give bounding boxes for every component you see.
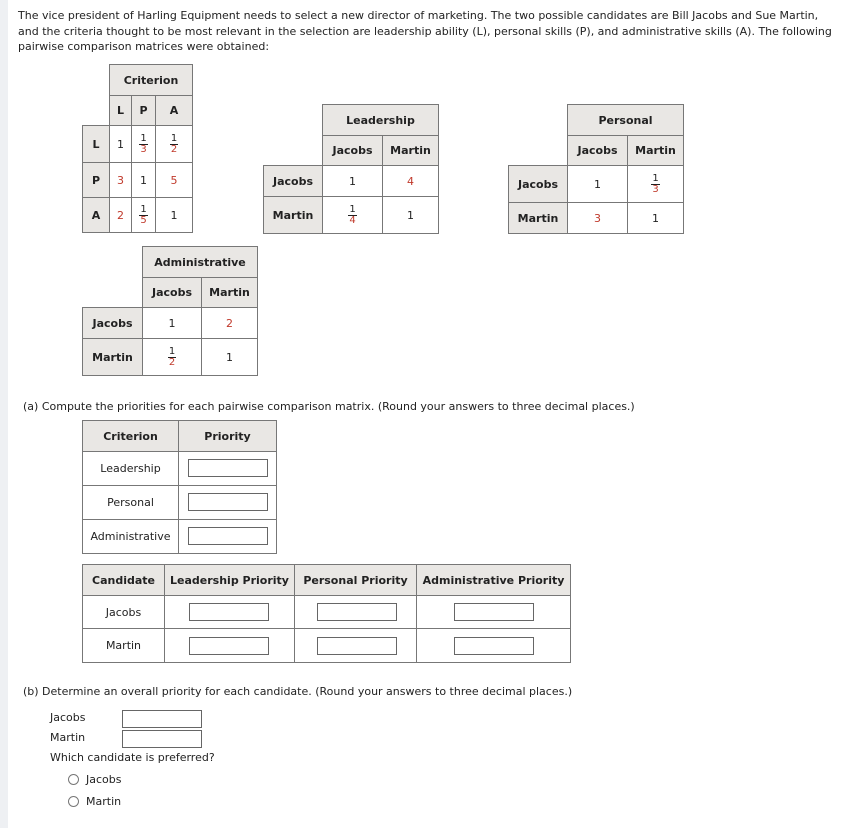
- criterion-personal-label: Personal: [82, 485, 179, 520]
- row-header-jacobs: Jacobs: [82, 307, 143, 339]
- table-header-leadership-priority: Leadership Priority: [164, 564, 295, 596]
- fraction: [139, 134, 147, 155]
- fraction-denominator: 3: [140, 143, 147, 155]
- col-header-jacobs: Jacobs: [567, 135, 628, 166]
- fraction-numerator: 1: [140, 132, 147, 144]
- col-header-a: A: [155, 95, 193, 126]
- matrix-cell: 1: [155, 197, 193, 233]
- fraction-numerator: 1: [170, 132, 178, 144]
- matrix-cell: 1: [322, 165, 383, 197]
- fraction-numerator: 1: [140, 203, 147, 215]
- martin-leadership-priority-input[interactable]: [189, 637, 269, 655]
- fraction: [651, 174, 659, 195]
- row-header-martin: Martin: [82, 338, 143, 376]
- matrix-cell: [131, 197, 156, 233]
- fraction: [348, 205, 356, 226]
- radio-option-jacobs[interactable]: [68, 773, 121, 786]
- fraction-denominator: 3: [652, 183, 659, 195]
- matrix-cell: 3: [109, 162, 132, 198]
- table-header-priority: Priority: [178, 420, 277, 452]
- matrix-cell: 1: [567, 165, 628, 203]
- matrix-cell: 1: [382, 196, 439, 234]
- part-b-prompt: (b) Determine an overall priority for each candidate. (Round your answers to three decimal places.): [23, 685, 573, 698]
- candidate-jacobs-label: Jacobs: [82, 595, 165, 629]
- administrative-priority-input[interactable]: [188, 527, 268, 545]
- overall-martin-label: Martin: [50, 731, 86, 744]
- radio-label: Jacobs: [86, 773, 122, 786]
- table-header-candidate: Candidate: [82, 564, 165, 596]
- radio-label: Martin: [86, 795, 122, 808]
- jacobs-personal-priority-input[interactable]: [317, 603, 397, 621]
- row-header-jacobs: Jacobs: [508, 165, 568, 203]
- leadership-priority-input[interactable]: [188, 459, 268, 477]
- col-header-martin: Martin: [627, 135, 684, 166]
- col-header-martin: Martin: [201, 277, 258, 308]
- fraction-denominator: 2: [168, 356, 176, 368]
- row-header-a: A: [82, 197, 110, 233]
- leadership-matrix-title: Leadership: [322, 104, 439, 136]
- col-header-martin: Martin: [382, 135, 439, 166]
- radio-button[interactable]: [68, 774, 79, 785]
- matrix-cell: [627, 165, 684, 203]
- personal-matrix-title: Personal: [567, 104, 684, 136]
- martin-administrative-priority-input[interactable]: [454, 637, 534, 655]
- matrix-cell: 1: [142, 307, 202, 339]
- matrix-cell: [322, 196, 383, 234]
- table-header-personal-priority: Personal Priority: [294, 564, 417, 596]
- row-header-martin: Martin: [263, 196, 323, 234]
- matrix-cell: 4: [382, 165, 439, 197]
- candidate-martin-label: Martin: [82, 628, 165, 663]
- matrix-cell: 1: [201, 338, 258, 376]
- row-header-jacobs: Jacobs: [263, 165, 323, 197]
- fraction: [139, 205, 147, 226]
- matrix-cell: 1: [131, 162, 156, 198]
- administrative-matrix-title: Administrative: [142, 246, 258, 278]
- criterion-leadership-label: Leadership: [82, 451, 179, 486]
- row-header-martin: Martin: [508, 202, 568, 234]
- fraction-denominator: 5: [140, 214, 147, 226]
- overall-jacobs-label: Jacobs: [50, 711, 86, 724]
- criterion-matrix-title: Criterion: [109, 64, 193, 96]
- jacobs-administrative-priority-input[interactable]: [454, 603, 534, 621]
- fraction-numerator: 1: [168, 345, 176, 357]
- matrix-cell: 3: [567, 202, 628, 234]
- overall-jacobs-input[interactable]: [122, 710, 202, 728]
- overall-martin-input[interactable]: [122, 730, 202, 748]
- table-header-criterion: Criterion: [82, 420, 179, 452]
- fraction-denominator: 4: [349, 214, 356, 226]
- matrix-cell: 1: [627, 202, 684, 234]
- radio-option-martin[interactable]: [68, 795, 121, 808]
- matrix-cell: [131, 125, 156, 163]
- row-header-l: L: [82, 125, 110, 163]
- radio-button[interactable]: [68, 796, 79, 807]
- fraction-numerator: 1: [349, 203, 356, 215]
- criterion-administrative-label: Administrative: [82, 519, 179, 554]
- matrix-cell: 2: [109, 197, 132, 233]
- fraction: [170, 134, 178, 155]
- matrix-cell: 5: [155, 162, 193, 198]
- fraction-denominator: 2: [170, 143, 178, 155]
- matrix-cell: 1: [109, 125, 132, 163]
- matrix-cell: 2: [201, 307, 258, 339]
- jacobs-leadership-priority-input[interactable]: [189, 603, 269, 621]
- fraction: [168, 347, 176, 368]
- col-header-p: P: [131, 95, 156, 126]
- part-a-prompt: (a) Compute the priorities for each pairwise comparison matrix. (Round your answers to three decimal places.): [23, 400, 635, 413]
- preferred-question: Which candidate is preferred?: [50, 751, 215, 764]
- fraction-numerator: 1: [652, 172, 659, 184]
- col-header-jacobs: Jacobs: [142, 277, 202, 308]
- table-header-administrative-priority: Administrative Priority: [416, 564, 571, 596]
- matrix-cell: [155, 125, 193, 163]
- col-header-l: L: [109, 95, 132, 126]
- problem-statement: The vice president of Harling Equipment needs to select a new director of marketing. The two possible candidates are Bill Jacobs and Sue Martin, and the criteria thought to be most relevant in the selection are leadership ability (L), personal skills (P), and administrative skills (A). The following pairwise comparison matrices were obtained:: [18, 9, 832, 53]
- matrix-cell: [142, 338, 202, 376]
- col-header-jacobs: Jacobs: [322, 135, 383, 166]
- personal-priority-input[interactable]: [188, 493, 268, 511]
- martin-personal-priority-input[interactable]: [317, 637, 397, 655]
- left-margin-bar: [0, 0, 8, 828]
- row-header-p: P: [82, 162, 110, 198]
